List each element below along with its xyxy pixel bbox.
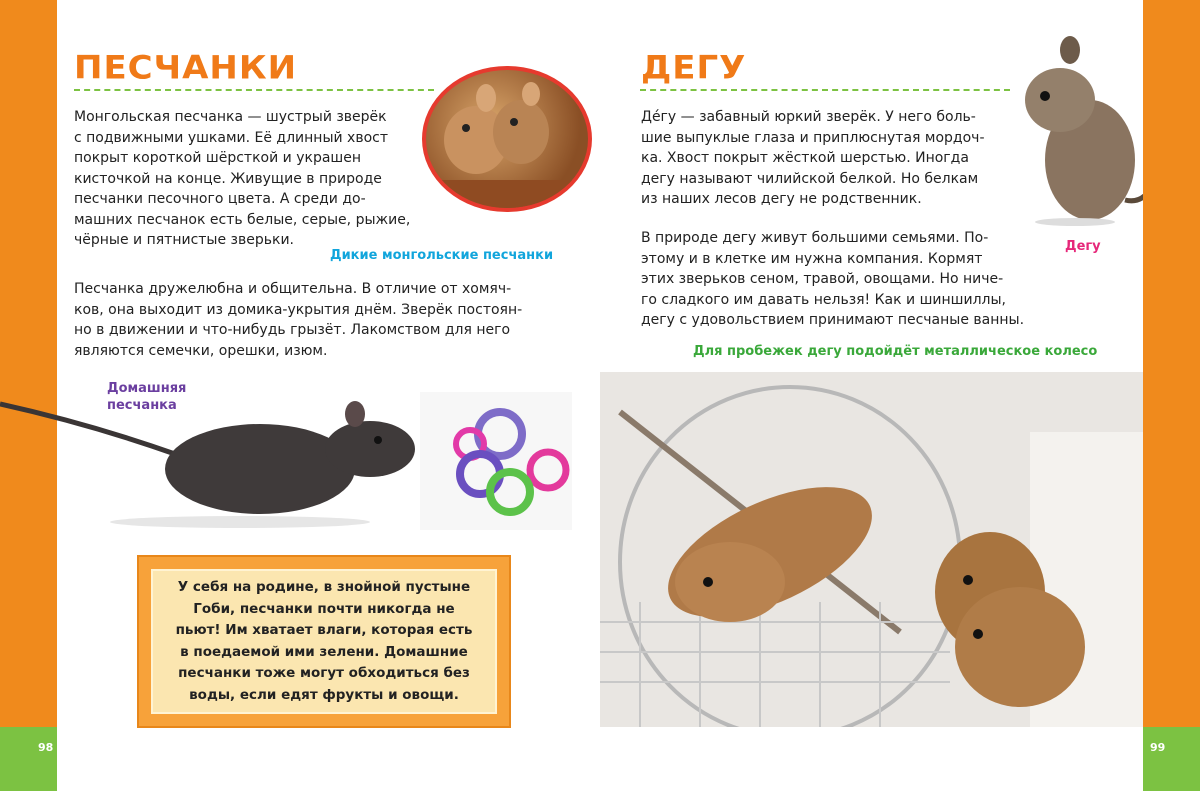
fact-box-inner (151, 569, 497, 714)
left-green-corner (0, 727, 57, 791)
degu-wheel-photo (600, 372, 1143, 727)
toy-balls-photo (420, 392, 572, 530)
toy-balls-image (420, 392, 572, 530)
text-line: Песчанка дружелюбна и общительна. В отличие от хомяч- (74, 281, 512, 297)
text-line: этому и в клетке им нужна компания. Кормят (641, 250, 983, 267)
degu-image (1005, 30, 1143, 228)
text-line: Монгольская песчанка — шустрый зверёк (74, 109, 387, 125)
fact-line: воды, если едят фрукты и овощи. (189, 686, 459, 703)
text-line: дегу называют чилийской белкой. Но белкам (641, 170, 979, 187)
fact-line: песчанки тоже могут обходиться без (178, 665, 470, 681)
wild-gerbils-photo (422, 66, 592, 212)
fact-line: Гоби, песчанки почти никогда не (193, 600, 455, 617)
gerbil-title: ПЕСЧАНКИ (74, 49, 298, 87)
home-gerbil-photo (0, 384, 420, 534)
fact-text (164, 577, 485, 706)
gerbil-paragraph-1 (74, 107, 424, 251)
wild-gerbils-image (426, 70, 588, 208)
degu-wheel-image (600, 372, 1143, 727)
degu-paragraph-1 (641, 107, 1013, 210)
home-gerbil-image (0, 384, 420, 534)
degu-caption: Дегу (1065, 239, 1101, 254)
degu-title: ДЕГУ (641, 49, 747, 87)
text-line: этих зверьков сеном, травой, овощами. Но ниче- (641, 271, 1004, 287)
text-line: из наших лесов дегу не родственник. (641, 191, 922, 207)
page-number-right: 99 (1150, 741, 1166, 754)
degu-paragraph-2 (641, 228, 1039, 331)
text-line: В природе дегу живут большими семьями. По- (641, 230, 989, 246)
fact-line: У себя на родине, в знойной пустыне (177, 579, 471, 595)
text-line: ка. Хвост покрыт жёсткой шерстью. Иногда (641, 150, 969, 166)
text-line: с подвижными ушками. Её длинный хвост (74, 129, 389, 146)
gerbil-paragraph-2 (74, 279, 539, 361)
text-line: песчанки песочного цвета. А среди до- (74, 191, 366, 207)
text-line: являются семечки, орешки, изюм. (74, 342, 328, 359)
text-line: Дéгу — забавный юркий зверёк. У него боль- (641, 109, 976, 125)
text-line: но в движении и что-нибудь грызёт. Лакомством для него (74, 322, 511, 338)
caption-line: песчанка (107, 398, 177, 413)
fact-box (137, 555, 511, 728)
text-line: дегу с удовольствием принимают песчаные ванны. (641, 312, 1025, 328)
right-green-corner (1143, 727, 1200, 791)
text-line: машних песчанок есть белые, серые, рыжие, (74, 211, 411, 228)
caption-line: Домашняя (107, 381, 187, 396)
text-line: кисточкой на конце. Живущие в природе (74, 170, 382, 187)
text-line: покрыт короткой шёрсткой и украшен (74, 150, 361, 166)
fact-line: в поедаемой ими зелени. Домашние (180, 643, 468, 660)
title-underline (640, 89, 1010, 91)
title-underline (74, 89, 434, 91)
text-line: го сладкого им давать нельзя! Как и шиншиллы, (641, 291, 1006, 308)
text-line: ков, она выходит из домика-укрытия днём. Зверёк постоян- (74, 301, 523, 318)
page-number-left: 98 (38, 741, 54, 754)
degu-photo (1005, 30, 1143, 228)
right-orange-band (1143, 0, 1200, 791)
wild-gerbils-caption: Дикие монгольские песчанки (330, 248, 554, 263)
wheel-caption: Для пробежек дегу подойдёт металлическое колесо (693, 344, 1098, 359)
text-line: чёрные и пятнистые зверьки. (74, 232, 294, 248)
fact-line: пьют! Им хватает влаги, которая есть (175, 622, 473, 638)
text-line: шие выпуклые глаза и приплюснутая мордоч- (641, 129, 985, 146)
